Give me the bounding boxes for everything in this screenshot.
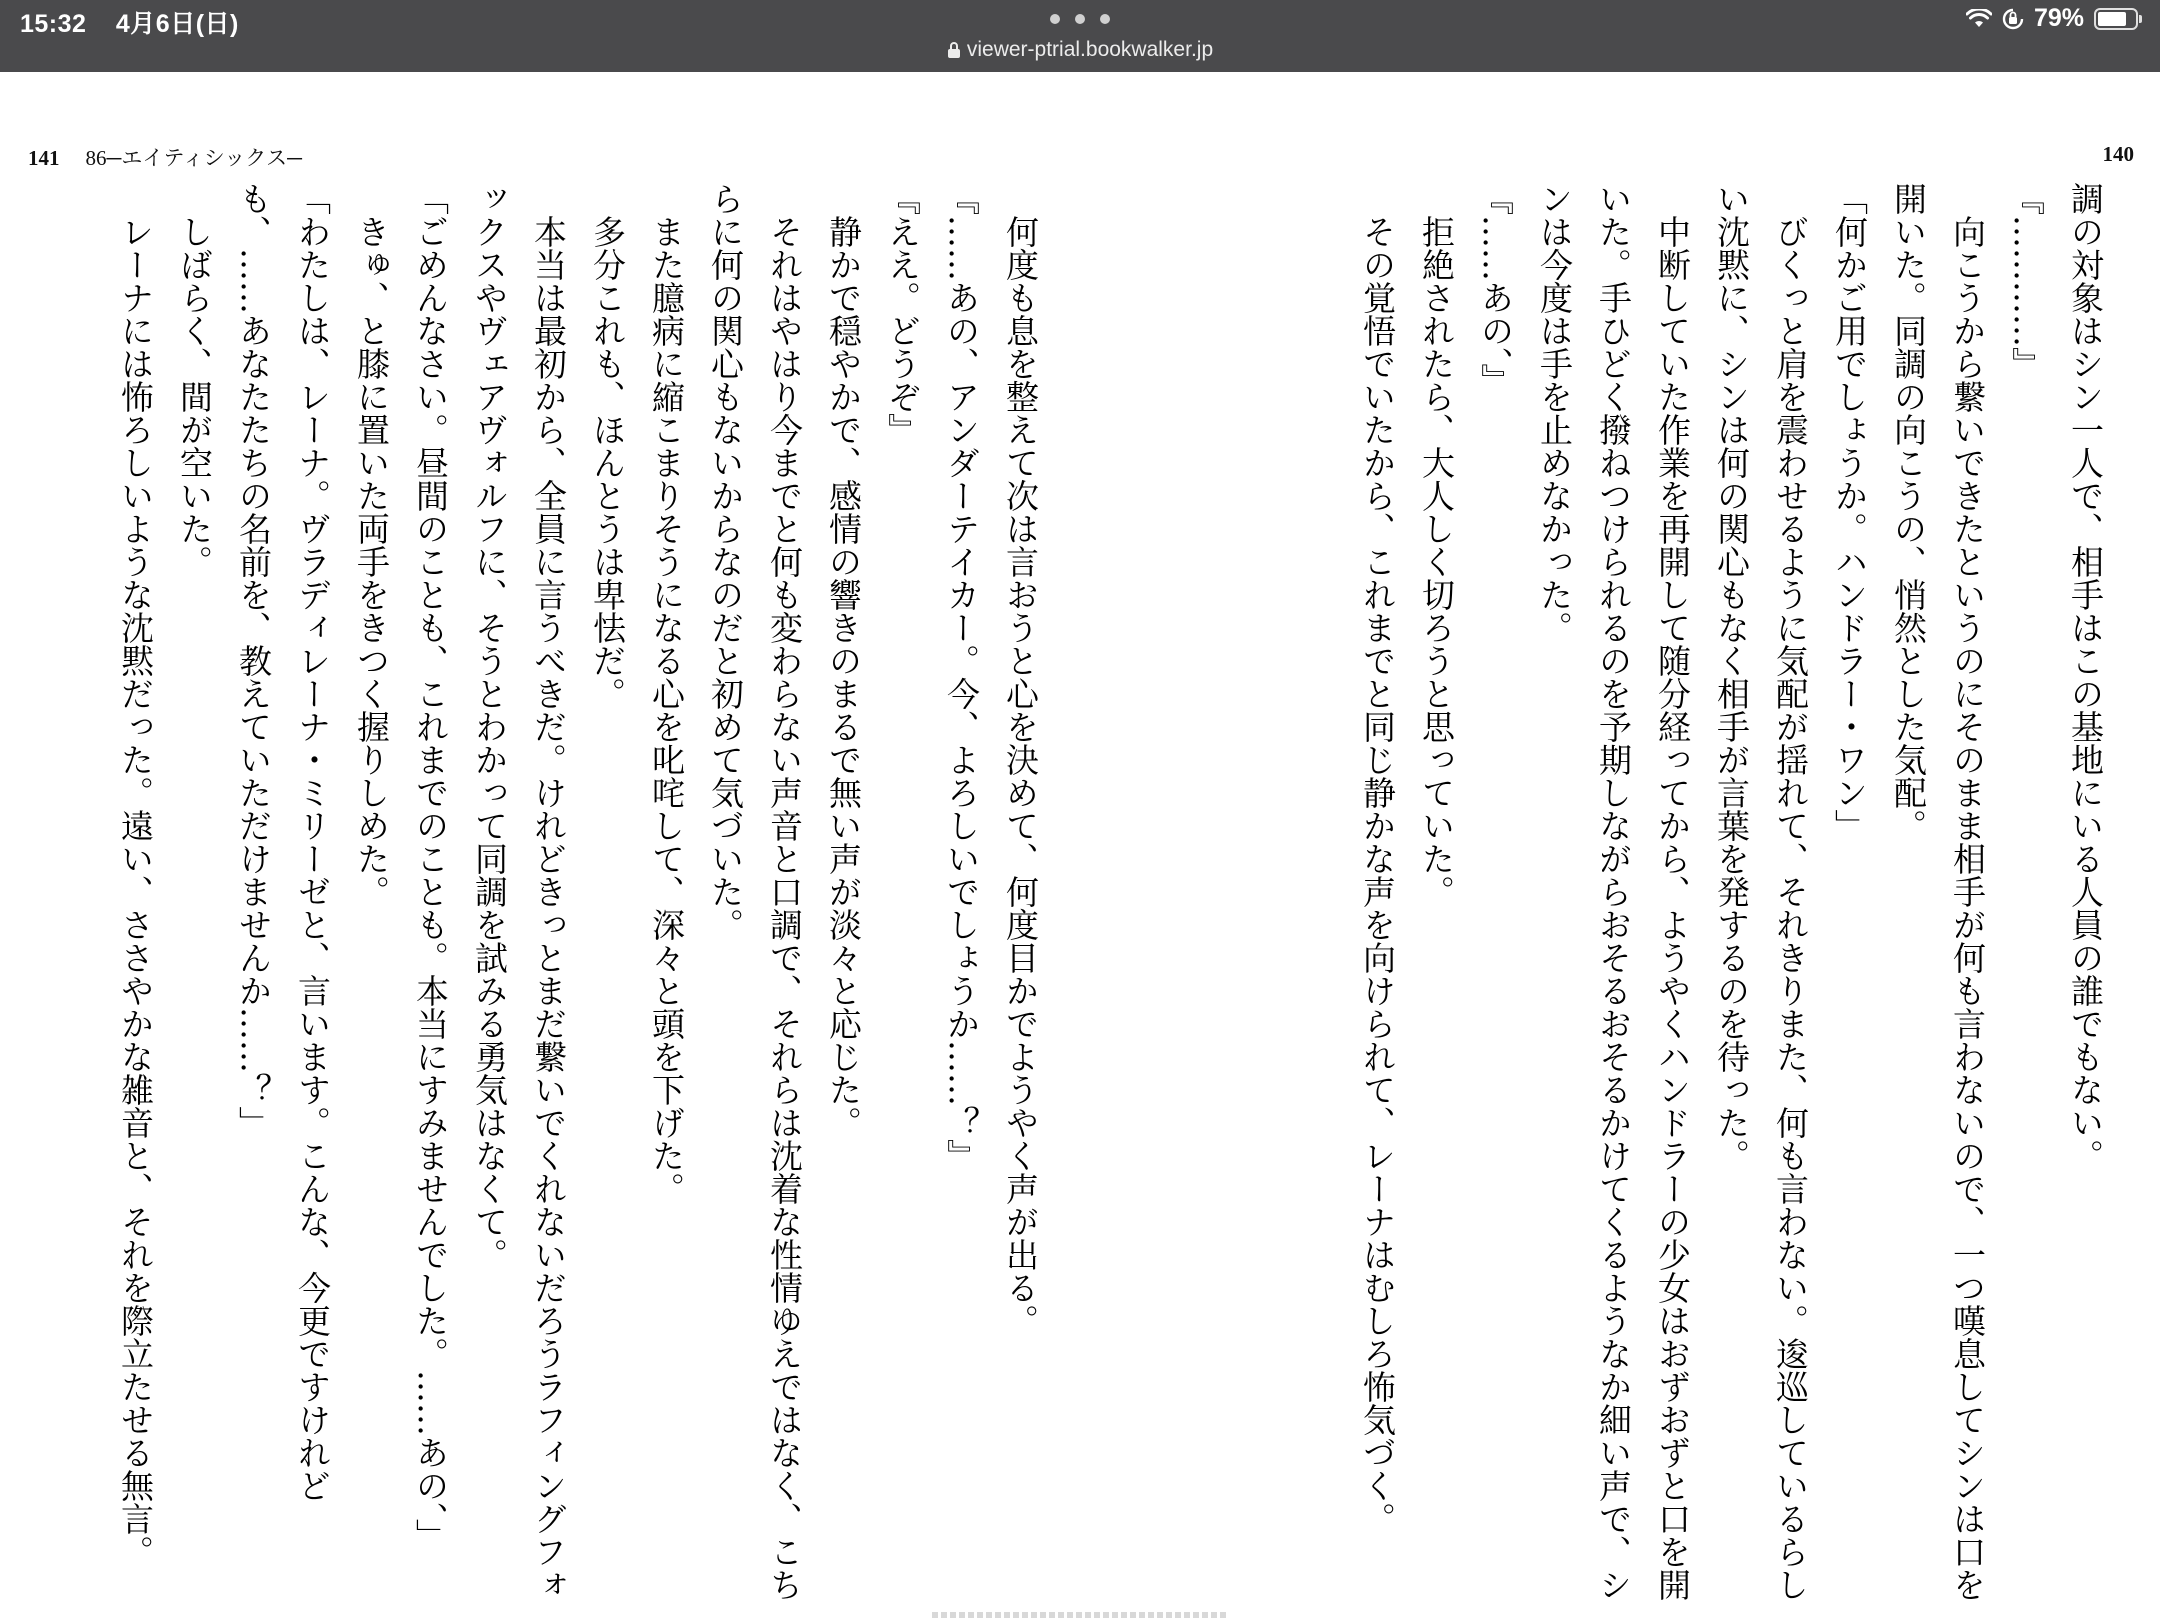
left-page-header [28,142,302,172]
book-viewer[interactable] [0,72,2160,1620]
text-paragraph: 中断していた作業を再開して随分経ってから、ようやくハンドラーの少女はおずおずと口を開いた。手ひどく撥ねつけられるのを予期しながらおそるおそるかけてくるようなか細い声で、シンは今度は手を止めなかった。 [1535,182,1692,1601]
status-indicators [1956,4,2138,33]
wifi-icon [1966,9,1992,29]
left-page-text [60,182,1050,1602]
lock-icon [947,41,961,59]
text-paragraph: 調の対象はシン一人で、相手はこの基地にいる人員の誰でもない。 [2066,182,2105,1172]
address-bar[interactable] [0,38,2160,62]
status-date: 4月6日(日) [115,10,239,38]
text-paragraph: また臆病に縮こまりそうになる心を叱咤して、深々と頭を下げた。 [647,182,686,1205]
text-paragraph: 静かで穏やかで、感情の響きのまるで無い声が淡々と応じた。 [824,182,863,1139]
text-paragraph: その覚悟でいたから、これまでと同じ静かな声を向けられて、レーナはむしろ怖気づく。 [1358,182,1397,1535]
scroll-indicator[interactable] [932,1612,1228,1618]
text-paragraph: 向こうから繋いできたというのにそのまま相手が何も言わないので、一つ嘆息してシンは口を開いた。同調の向こうの、悄然とした気配。 [1889,182,1987,1601]
text-paragraph: 何度も息を整えて次は言おうと心を決めて、何度目かでようやく声が出る。 [1001,182,1040,1337]
status-time-date [20,4,261,40]
orientation-lock-icon [2002,8,2024,30]
text-paragraph: 拒絶されたら、大人しく切ろうと思っていた。 [1417,182,1456,908]
status-time: 15:32 [20,10,87,38]
status-bar [0,0,2160,72]
text-paragraph: 『……あの、アンダーテイカー。今、よろしいでしょうか……？』 [942,182,981,1172]
url-text: viewer-ptrial.bookwalker.jp [966,38,1214,61]
text-paragraph: びくっと肩を震わせるように気配が揺れて、それきりまた、何も言わない。逡巡しているらしい沈黙に、シンは何の関心もなく相手が言葉を発するのを待った。 [1712,182,1810,1601]
text-paragraph: それはやはり今までと何も変わらない声音と口調で、それらは沈着な性情ゆえではなく、こちらに何の関心もないからなのだと初めて気づいた。 [706,182,804,1601]
text-paragraph: 「ごめんなさい。昼間のことも、これまでのことも。本当にすみませんでした。……あの、」 [411,182,450,1552]
running-title: 86─エイティシックス─ [85,146,302,170]
right-page-number: 140 [2102,142,2134,166]
text-paragraph: しばらく、間が空いた。 [175,182,214,578]
battery-icon [2094,8,2138,30]
battery-percent: 79% [2033,4,2084,32]
more-dots-icon[interactable] [1050,6,1110,32]
text-paragraph: 『…………』 [2007,182,2046,380]
text-paragraph: きゅ、と膝に置いた両手をきつく握りしめた。 [352,182,391,908]
left-page-number: 141 [28,146,60,170]
text-paragraph: レーナには怖ろしいような沈黙だった。遠い、ささやかな雑音と、それを際立たせる無言。 [116,182,155,1568]
text-paragraph: 多分これも、ほんとうは卑怯だ。 [588,182,627,710]
text-paragraph: 「わたしは、レーナ。ヴラディレーナ・ミリーゼと、言います。こんな、今更ですけれども、……あなたたちの名前を、教えていただけませんか……？」 [234,182,332,1502]
text-paragraph: 『……あの、』 [1476,182,1515,397]
text-paragraph: 「何かご用でしょうか。ハンドラー・ワン」 [1830,182,1869,842]
text-paragraph: 『ええ。どうぞ』 [883,182,922,446]
right-page-text [1085,182,2115,1602]
text-paragraph: 本当は最初から、全員に言うべきだ。けれどきっとまだ繋いでくれないだろうラフィングフォックスやヴェアヴォルフに、そうとわかって同調を試みる勇気はなくて。 [470,182,568,1601]
